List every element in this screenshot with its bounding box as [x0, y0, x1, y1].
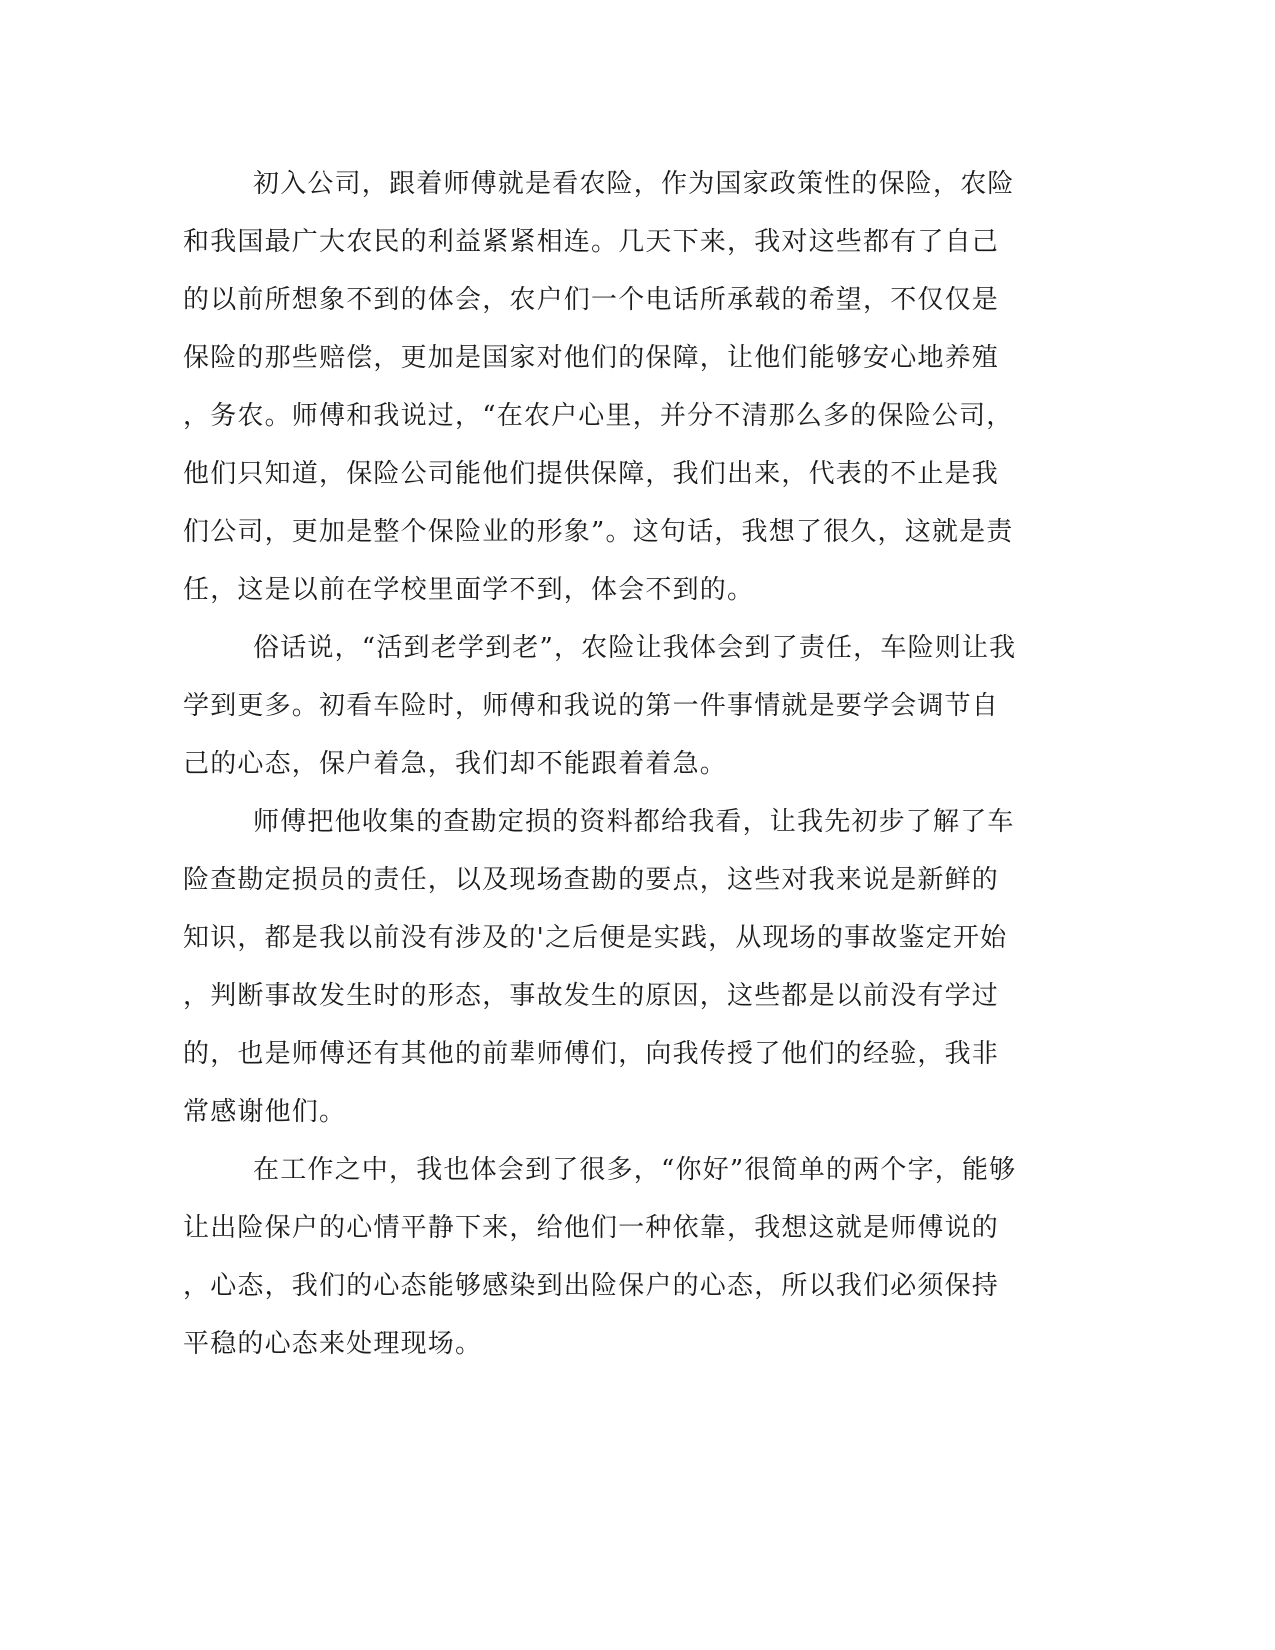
paragraph-line: 的，也是师傅还有其他的前辈师傅们，向我传授了他们的经验，我非: [183, 1039, 1000, 1069]
paragraph-line: 任，这是以前在学校里面学不到，体会不到的。: [183, 575, 755, 605]
paragraph-2: [183, 619, 1043, 793]
paragraph-line: 学到更多。初看车险时，师傅和我说的第一件事情就是要学会调节自: [183, 691, 1000, 721]
paragraph-line: 的以前所想象不到的体会，农户们一个电话所承载的希望，不仅仅是: [183, 285, 1000, 315]
paragraph-line: 保险的那些赔偿，更加是国家对他们的保障，让他们能够安心地养殖: [183, 343, 1000, 373]
document-body: [183, 155, 1043, 1373]
paragraph-3: [183, 793, 1043, 1141]
paragraph-line: 俗话说，“活到老学到老”，农险让我体会到了责任，车险则让我: [253, 633, 1017, 663]
paragraph-line: 和我国最广大农民的利益紧紧相连。几天下来，我对这些都有了自己: [183, 227, 1000, 257]
paragraph-line: 在工作之中，我也体会到了很多，“你好”很简单的两个字，能够: [253, 1155, 1017, 1185]
paragraph-line: 己的心态，保户着急，我们却不能跟着着急。: [183, 749, 728, 779]
paragraph-1: [183, 155, 1043, 619]
paragraph-4: [183, 1141, 1043, 1373]
paragraph-line: ，心态，我们的心态能够感染到出险保户的心态，所以我们必须保持: [183, 1271, 1000, 1301]
paragraph-line: 平稳的心态来处理现场。: [183, 1329, 483, 1359]
paragraph-line: 初入公司，跟着师傅就是看农险，作为国家政策性的保险，农险: [253, 169, 1015, 199]
paragraph-line: 常感谢他们。: [183, 1097, 347, 1127]
paragraph-line: ，务农。师傅和我说过，“在农户心里，并分不清那么多的保险公司，: [183, 401, 1014, 431]
paragraph-line: 知识，都是我以前没有涉及的'之后便是实践，从现场的事故鉴定开始: [183, 923, 1008, 953]
paragraph-line: 们公司，更加是整个保险业的形象”。这句话，我想了很久，这就是责: [183, 517, 1014, 547]
paragraph-line: 让出险保户的心情平静下来，给他们一种依靠，我想这就是师傅说的: [183, 1213, 1000, 1243]
paragraph-line: 险查勘定损员的责任，以及现场查勘的要点，这些对我来说是新鲜的: [183, 865, 1000, 895]
paragraph-line: 师傅把他收集的查勘定损的资料都给我看，让我先初步了解了车: [253, 807, 1015, 837]
paragraph-line: ，判断事故发生时的形态，事故发生的原因，这些都是以前没有学过: [183, 981, 1000, 1011]
paragraph-line: 他们只知道，保险公司能他们提供保障，我们出来，代表的不止是我: [183, 459, 1000, 489]
